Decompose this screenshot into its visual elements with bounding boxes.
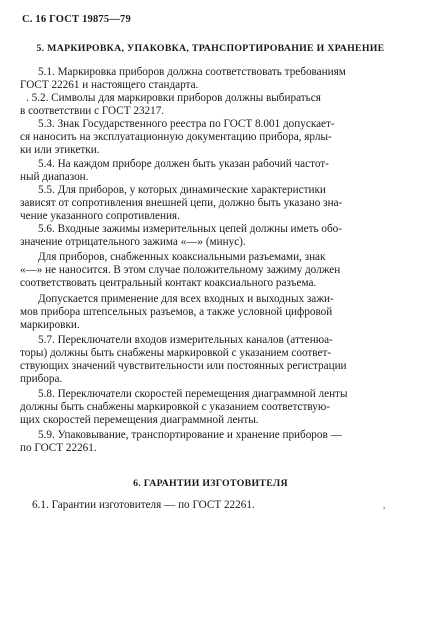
- text-line: «—» не наносится. В этом случае положительному зажиму должен: [20, 264, 341, 276]
- section-5-title: 5. МАРКИРОВКА, УПАКОВКА, ТРАНСПОРТИРОВАНИЕ И ХРАНЕНИЕ: [36, 43, 385, 54]
- text-line: чение указанного сопротивления.: [20, 210, 180, 222]
- text-line: 5.6. Входные зажимы измерительных цепей должны иметь обо-: [38, 223, 342, 235]
- text-line: торы) должны быть снабжены маркировкой с указанием соответ-: [20, 347, 332, 359]
- text-line: 5.3. Знак Государственного реестра по ГОСТ 8.001 допускает-: [38, 118, 335, 130]
- text-line: 5.1. Маркировка приборов должна соответствовать требованиям: [38, 66, 346, 78]
- text-line: 5.4. На каждом приборе должен быть указан рабочий частот-: [38, 158, 329, 170]
- text-line: в соответствии с ГОСТ 23217.: [20, 105, 165, 117]
- text-line: ГОСТ 22261 и настоящего стандарта.: [20, 79, 199, 91]
- text-line: ствующих значений чувствительности или постоянных регистрации: [20, 360, 347, 372]
- text-line: щих скоростей перемещения диаграммной ленты.: [20, 414, 259, 426]
- text-line: ся наносить на эксплуатационную документацию прибора, ярлы-: [20, 131, 332, 143]
- text-line: . 5.2. Символы для маркировки приборов должны выбираться: [26, 92, 321, 104]
- text-line: 5.5. Для приборов, у которых динамические характеристики: [38, 184, 326, 196]
- page-header: С. 16 ГОСТ 19875—79: [22, 14, 131, 25]
- section-6-title: 6. ГАРАНТИИ ИЗГОТОВИТЕЛЯ: [133, 478, 288, 489]
- text-line: 6.1. Гарантии изготовителя — по ГОСТ 22261.: [32, 499, 255, 511]
- text-line: ки или этикетки.: [20, 144, 100, 156]
- text-line: 5.8. Переключатели скоростей перемещения диаграммной ленты: [38, 388, 348, 400]
- text-line: Допускается применение для всех входных и выходных зажи-: [38, 293, 334, 305]
- text-line: маркировки.: [20, 319, 80, 331]
- text-line: по ГОСТ 22261.: [20, 442, 97, 454]
- text-line: зависят от сопротивления внешней цепи, должно быть указано зна-: [20, 197, 343, 209]
- text-line: Для приборов, снабженных коаксиальными разъемами, знак: [38, 251, 326, 263]
- text-line: 5.7. Переключатели входов измерительных каналов (аттенюа-: [38, 334, 333, 346]
- text-line: мов прибора штепсельных разъемов, а также условной цифровой: [20, 306, 333, 318]
- text-line: прибора.: [20, 373, 63, 385]
- text-line: значение отрицательного зажима «—» (минус).: [20, 236, 246, 248]
- text-line: ный диапазон.: [20, 171, 89, 183]
- text-line: должны быть снабжены маркировкой с указанием соответствую-: [20, 401, 330, 413]
- scan-mark: ,: [383, 500, 386, 510]
- text-line: соответствовать центральный контакт коаксиального разъема.: [20, 277, 317, 289]
- text-line: 5.9. Упаковывание, транспортирование и хранение приборов —: [38, 429, 342, 441]
